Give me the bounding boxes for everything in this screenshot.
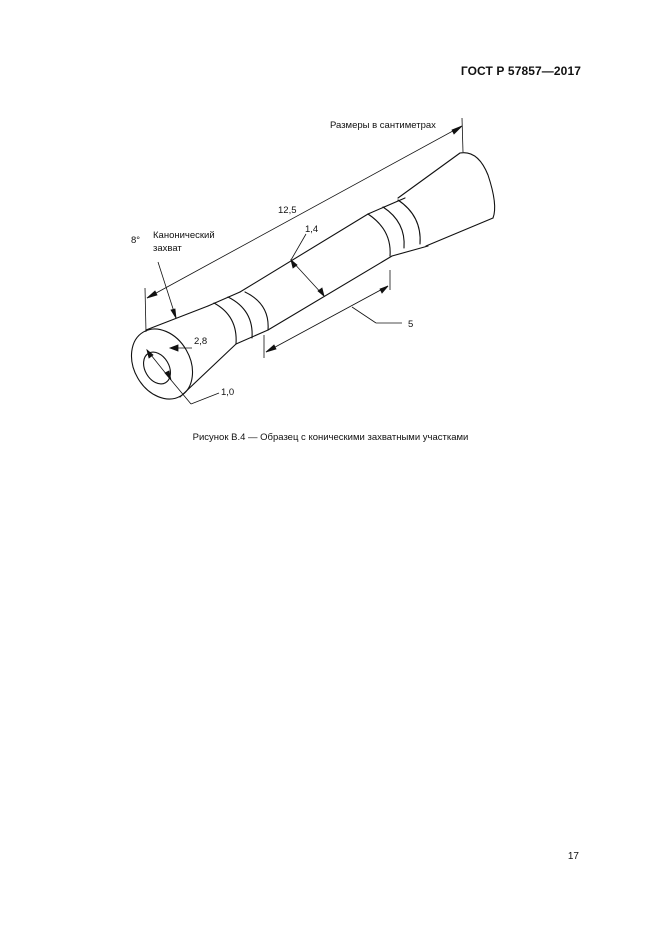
grip-leader [158,262,176,318]
left-grip-cone [119,306,236,410]
dim-inner-diameter-label: 1,0 [221,387,235,398]
dim-total-length-label: 12,5 [278,205,297,216]
dim-gauge-length [264,270,402,358]
dim-total-length [145,118,463,332]
grip-label-line2: захват [153,243,182,254]
left-rings [208,292,268,344]
right-grip-cone [398,153,495,246]
dim-gauge-diameter-label: 1,4 [305,224,319,235]
dim-gauge-length-label: 5 [408,319,414,330]
dim-outer-diameter [170,345,192,351]
angle-label: 8° [131,235,141,246]
right-rings [368,198,428,256]
figure-caption: Рисунок В.4 — Образец с коническими захватными участками [192,432,469,443]
standard-header: ГОСТ Р 57857—2017 [460,64,581,78]
units-note: Размеры в сантиметрах [330,120,436,131]
dim-outer-diameter-label: 2,8 [194,336,208,347]
page-number: 17 [567,851,579,862]
grip-label-line1: Канонический [153,230,215,241]
dim-inner-diameter [147,350,219,404]
